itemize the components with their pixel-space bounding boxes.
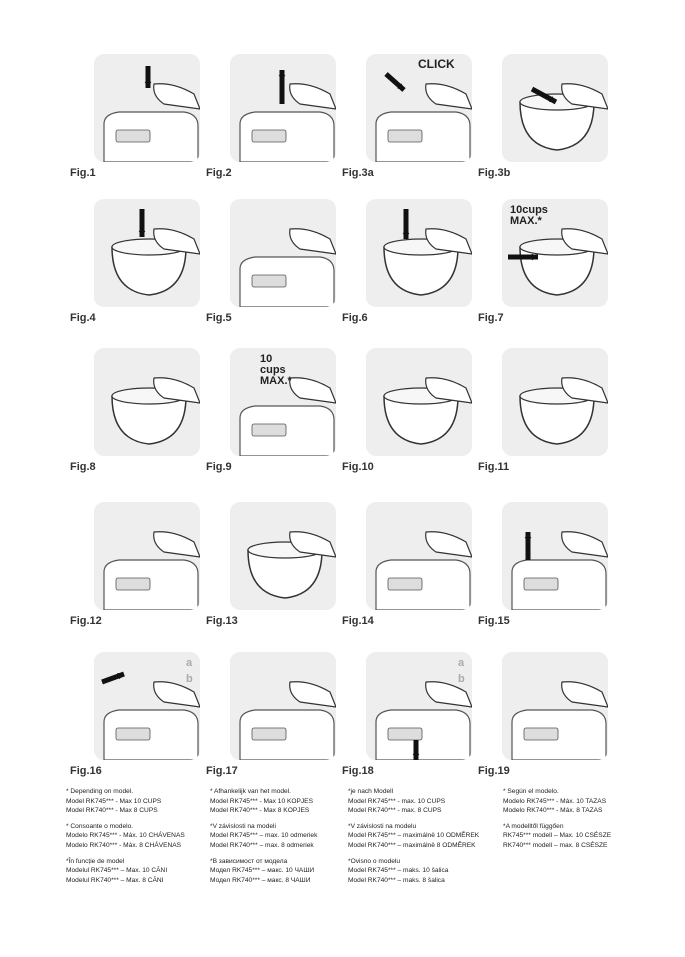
figure-10 <box>206 348 336 473</box>
figure-illustration <box>366 199 472 307</box>
figure-caption: Fig.19 <box>478 765 510 777</box>
figure-caption: Fig.8 <box>70 461 96 473</box>
figure-illustration <box>230 54 336 162</box>
figure-illustration <box>366 348 472 456</box>
notes-column-4 <box>503 787 611 857</box>
note-line: Model RK745*** – max. 10 odmeriek <box>210 832 318 840</box>
notes-column-1 <box>66 787 185 891</box>
note-line: * Según el modelo. <box>503 788 559 795</box>
figure-caption: Fig.12 <box>70 615 102 627</box>
illustration-svg <box>366 502 472 610</box>
note-line: Modelul RK745*** – Max. 10 CĂNI <box>66 867 168 875</box>
illustration-svg <box>94 199 200 307</box>
click-label: CLICK <box>418 57 455 71</box>
figure-4 <box>478 54 608 179</box>
illustration-svg <box>366 348 472 456</box>
note-line: *A modelltől függően <box>503 822 564 830</box>
figure-illustration <box>94 348 200 456</box>
figure-illustration <box>230 652 336 760</box>
max-cups-label: cups <box>260 364 286 376</box>
figure-caption: Fig.5 <box>206 312 232 324</box>
note-line: Modelo RK740*** - Máx. 8 CHÁVENAS <box>66 841 182 849</box>
model-note <box>348 787 479 816</box>
figure-1 <box>70 54 200 179</box>
illustration-svg <box>366 199 472 307</box>
label-b: b <box>458 673 465 685</box>
figure-caption: Fig.14 <box>342 615 374 627</box>
illustration-svg <box>502 348 608 456</box>
note-line: Model RK745*** - Max 10 KOPJES <box>210 797 313 805</box>
figure-6 <box>206 199 336 324</box>
model-note <box>348 822 479 851</box>
note-line: RK745*** modell – Max. 10 CSÉSZE <box>503 832 612 840</box>
model-note <box>503 787 611 816</box>
figure-3 <box>342 54 472 179</box>
note-line: Model RK740*** - max. 8 CUPS <box>348 807 442 815</box>
note-line: * Afhankelijk van het model. <box>210 788 292 795</box>
figure-illustration <box>502 199 608 307</box>
note-line: *În funcție de model <box>66 857 125 865</box>
note-line: * Consoante o modelo. <box>66 822 134 830</box>
model-note <box>66 787 185 816</box>
figure-illustration <box>94 199 200 307</box>
model-note <box>210 787 317 816</box>
figure-caption: Fig.17 <box>206 765 238 777</box>
figure-caption: Fig.2 <box>206 167 232 179</box>
illustration-svg <box>230 502 336 610</box>
figure-illustration <box>502 652 608 760</box>
figure-caption: Fig.15 <box>478 615 510 627</box>
figure-caption: Fig.11 <box>478 461 510 473</box>
figure-12 <box>478 348 608 473</box>
illustration-svg <box>230 54 336 162</box>
illustration-svg <box>502 54 608 162</box>
label-a: a <box>458 657 465 669</box>
figure-illustration <box>366 652 472 760</box>
label-b: b <box>186 673 193 685</box>
figure-caption: Fig.4 <box>70 312 96 324</box>
figure-illustration <box>230 199 336 307</box>
figure-caption: Fig.16 <box>70 765 102 777</box>
figure-17 <box>70 652 200 777</box>
figure-caption: Fig.1 <box>70 167 96 179</box>
note-line: *Ovisno o modelu <box>348 857 401 865</box>
figure-illustration <box>502 502 608 610</box>
illustration-svg <box>94 652 200 760</box>
figure-15 <box>342 502 472 627</box>
figure-caption: Fig.3b <box>478 167 511 179</box>
figure-caption: Fig.18 <box>342 765 374 777</box>
note-line: Model RK740*** – maks. 8 šalica <box>348 876 445 884</box>
note-line: * Depending on model. <box>66 788 134 795</box>
note-line: Model RK745*** – maximálně 10 ODMĚREK <box>348 832 480 840</box>
note-line: *V závislosti na modelu <box>348 822 417 830</box>
figure-illustration <box>502 348 608 456</box>
illustration-svg <box>230 652 336 760</box>
figure-caption: Fig.7 <box>478 312 504 324</box>
note-line: Modelo RK740*** - Máx. 8 TAZAS <box>503 807 603 815</box>
model-note <box>348 857 479 886</box>
figure-11 <box>342 348 472 473</box>
figure-13 <box>70 502 200 627</box>
figure-illustration <box>230 348 336 456</box>
figure-9 <box>70 348 200 473</box>
note-line: RK740*** modell – max. 8 CSÉSZE <box>503 841 608 849</box>
figure-2 <box>206 54 336 179</box>
illustration-svg <box>94 54 200 162</box>
illustration-svg <box>230 348 336 456</box>
figure-19 <box>342 652 472 777</box>
figure-caption: Fig.3a <box>342 167 374 179</box>
max-cups-label: MAX.* <box>510 215 542 227</box>
illustration-svg <box>366 652 472 760</box>
illustration-svg <box>502 502 608 610</box>
illustration-svg <box>230 199 336 307</box>
max-cups-label: 10 <box>260 353 273 365</box>
note-line: Model RK745*** - max. 10 CUPS <box>348 797 446 805</box>
note-line: *je nach Modell <box>348 788 394 795</box>
note-line: Model RK740*** - Max 8 KOPJES <box>210 807 310 815</box>
notes-column-3 <box>348 787 479 891</box>
illustration-svg <box>366 54 472 162</box>
illustration-svg <box>502 199 608 307</box>
figure-16 <box>478 502 608 627</box>
figure-caption: Fig.10 <box>342 461 374 473</box>
note-line: Model RK745*** – maks. 10 šalica <box>348 867 449 875</box>
note-line: Модел RK740*** – макс. 8 ЧАШИ <box>210 876 311 884</box>
note-line: Modelo RK745*** - Máx. 10 CHÁVENAS <box>66 832 185 840</box>
figure-20 <box>478 652 608 777</box>
figure-7 <box>342 199 472 324</box>
model-note <box>210 857 317 886</box>
illustration-svg <box>94 502 200 610</box>
max-cups-label: 10cups <box>510 204 548 216</box>
note-line: Model RK740*** – maximálně 8 ODMĚREK <box>348 841 476 849</box>
figure-illustration <box>366 502 472 610</box>
notes-column-2 <box>210 787 317 891</box>
figure-caption: Fig.9 <box>206 461 232 473</box>
model-note <box>210 822 317 851</box>
label-a: a <box>186 657 193 669</box>
figure-illustration <box>94 652 200 760</box>
model-note <box>66 857 185 886</box>
model-note <box>503 822 611 851</box>
figure-caption: Fig.6 <box>342 312 368 324</box>
note-line: Model RK740*** – max. 8 odmeriek <box>210 841 314 849</box>
figure-illustration <box>366 54 472 162</box>
note-line: Модел RK745*** – макс. 10 ЧАШИ <box>210 867 315 875</box>
figure-illustration <box>94 502 200 610</box>
figure-8 <box>478 199 608 324</box>
figure-5 <box>70 199 200 324</box>
note-line: Model RK745*** - Max 10 CUPS <box>66 797 162 805</box>
figure-caption: Fig.13 <box>206 615 238 627</box>
note-line: Modelul RK740*** – Max. 8 CĂNI <box>66 876 164 884</box>
illustration-svg <box>502 652 608 760</box>
note-line: *V závislosti na modeli <box>210 822 276 830</box>
figure-18 <box>206 652 336 777</box>
note-line: Modelo RK745*** - Máx. 10 TAZAS <box>503 797 607 805</box>
illustration-svg <box>94 348 200 456</box>
figure-illustration <box>230 502 336 610</box>
model-note <box>66 822 185 851</box>
figure-14 <box>206 502 336 627</box>
figure-illustration <box>94 54 200 162</box>
note-line: Model RK740*** - Max 8 CUPS <box>66 807 158 815</box>
note-line: *В зависимост от модела <box>210 857 288 865</box>
max-cups-label: MAX.* <box>260 375 292 387</box>
figure-illustration <box>502 54 608 162</box>
